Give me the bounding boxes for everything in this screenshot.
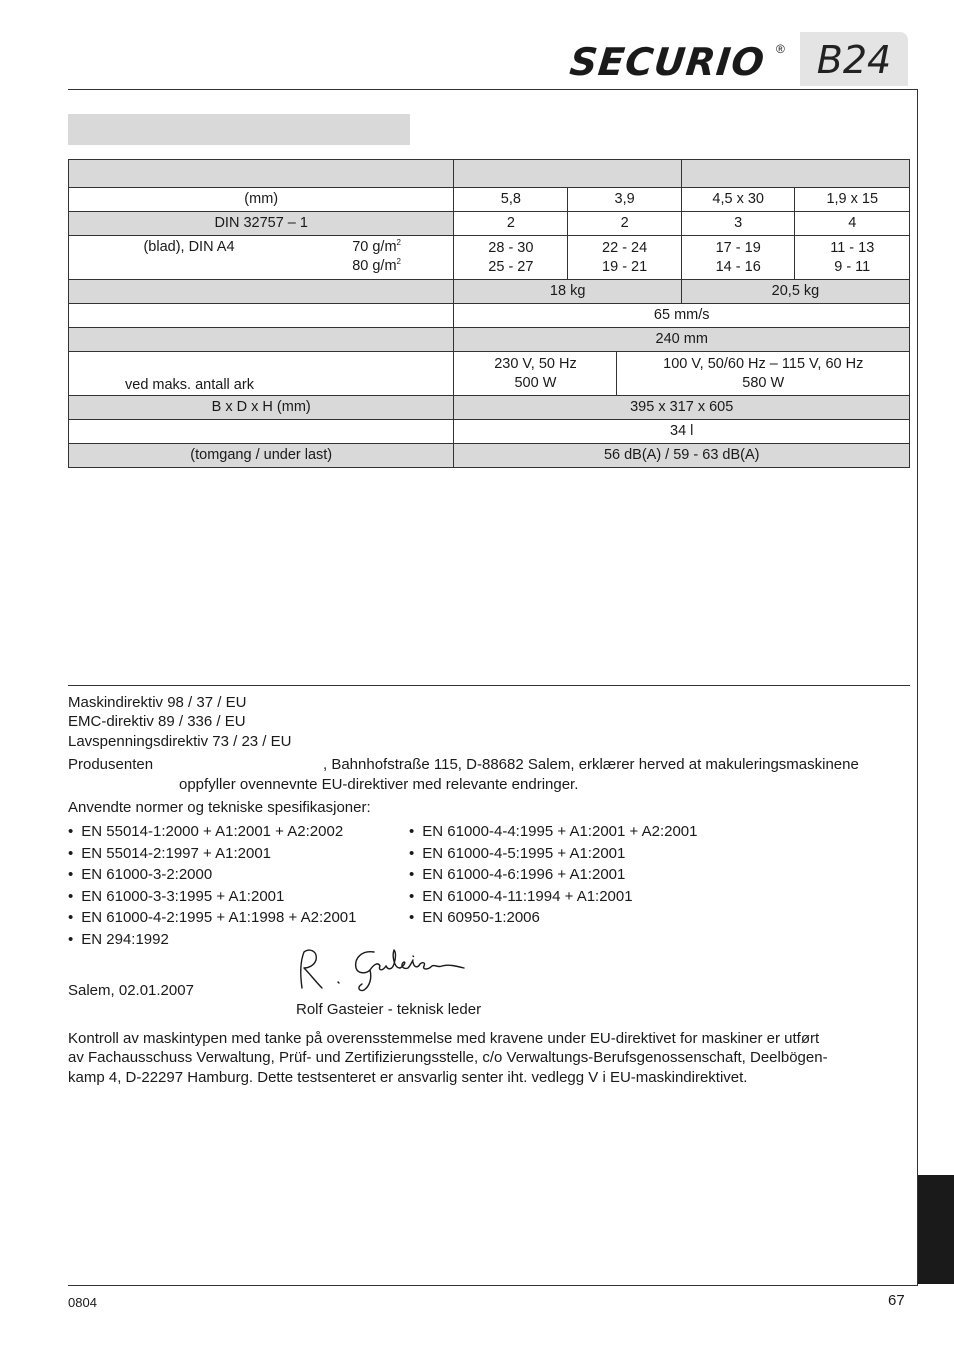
table-row xyxy=(69,236,910,280)
table-row xyxy=(69,328,910,352)
table-label: (mm) xyxy=(69,188,454,212)
table-row xyxy=(69,304,910,328)
table-label: ved maks. antall ark xyxy=(69,352,454,396)
table-cell: 18 kg xyxy=(454,280,681,304)
table-cell: 4 xyxy=(795,212,910,236)
standard-item: • EN 61000-4-11:1994 + A1:2001 xyxy=(409,887,633,906)
directive-item: Lavspenningsdirektiv 73 / 23 / EU xyxy=(68,733,292,750)
table-row xyxy=(69,160,910,188)
page-number: 67 xyxy=(888,1292,905,1309)
producer-text-cont: oppfyller ovennevnte EU-direktiver med relevante endringer. xyxy=(179,776,579,793)
table-cell: 395 x 317 x 605 xyxy=(454,396,910,420)
table-row xyxy=(69,396,910,420)
table-cell: 1,9 x 15 xyxy=(795,188,910,212)
table-cell: 34 l xyxy=(454,420,910,444)
standard-item: • EN 60950-1:2006 xyxy=(409,908,540,927)
control-text-line: Kontroll av maskintypen med tanke på overensstemmelse med kravene under EU-direktivet for maskiner er utført xyxy=(68,1030,820,1047)
standard-item: • EN 55014-2:1997 + A1:2001 xyxy=(68,844,271,863)
footer-code: 0804 xyxy=(68,1295,97,1310)
section-heading-bar xyxy=(68,114,410,145)
language-tab xyxy=(918,1175,954,1284)
brand-logo: SECURIO xyxy=(567,40,768,84)
directive-item: EMC-direktiv 89 / 336 / EU xyxy=(68,713,246,730)
table-cell: 11 - 13 9 - 11 xyxy=(795,236,910,280)
standard-item: • EN 61000-4-2:1995 + A1:1998 + A2:2001 xyxy=(68,908,357,927)
table-cell: 100 V, 50/60 Hz – 115 V, 60 Hz 580 W xyxy=(617,352,910,396)
table-cell xyxy=(454,160,681,188)
table-label xyxy=(69,236,454,280)
table-cell: 2 xyxy=(454,212,568,236)
model-name: B24 xyxy=(816,38,892,82)
registered-mark: ® xyxy=(776,42,785,56)
standard-item: • EN 61000-4-6:1996 + A1:2001 xyxy=(409,865,625,884)
table-row xyxy=(69,212,910,236)
table-cell: 2 xyxy=(568,212,682,236)
table-cell: 240 mm xyxy=(454,328,910,352)
standard-item: • EN 61000-4-5:1995 + A1:2001 xyxy=(409,844,625,863)
directive-item: Maskindirektiv 98 / 37 / EU xyxy=(68,694,247,711)
standards-heading: Anvendte normer og tekniske spesifikasjoner: xyxy=(68,799,371,816)
producer-text: , Bahnhofstraße 115, D-88682 Salem, erklærer herved at makuleringsmaskinene xyxy=(323,756,859,773)
producer-label: Produsenten xyxy=(68,756,154,773)
table-cell: 56 dB(A) / 59 - 63 dB(A) xyxy=(454,444,910,468)
standard-item: • EN 61000-4-4:1995 + A1:2001 + A2:2001 xyxy=(409,822,698,841)
paper-weight-70: 70 $g/m^2$ xyxy=(352,238,401,255)
table-cell: 17 - 19 14 - 16 xyxy=(681,236,795,280)
table-label xyxy=(69,328,454,352)
table-label: DIN 32757 – 1 xyxy=(69,212,454,236)
page-margin-rule xyxy=(917,89,918,1286)
table-cell: 28 - 30 25 - 27 xyxy=(454,236,568,280)
table-row xyxy=(69,444,910,468)
table-row xyxy=(69,420,910,444)
standard-item: • EN 294:1992 xyxy=(68,930,169,949)
table-label xyxy=(69,304,454,328)
table-label xyxy=(69,280,454,304)
table-cell: 3 xyxy=(681,212,795,236)
signature-image xyxy=(292,944,468,994)
header-rule xyxy=(68,89,918,90)
control-text-line: av Fachausschuss Verwaltung, Prüf- und Zertifizierungsstelle, c/o Verwaltungs-Berufsgenossenschaft, Deelbögen- xyxy=(68,1049,828,1066)
table-cell xyxy=(69,160,454,188)
table-row xyxy=(69,280,910,304)
table-cell: 4,5 x 30 xyxy=(681,188,795,212)
table-cell: 5,8 xyxy=(454,188,568,212)
spec-table xyxy=(68,159,910,468)
table-cell: 20,5 kg xyxy=(681,280,909,304)
paper-weight-80: 80 $g/m^2$ xyxy=(352,257,401,274)
table-cell: 22 - 24 19 - 21 xyxy=(568,236,682,280)
paper-capacity-label: (blad), DIN A4 xyxy=(143,239,235,255)
footer-rule xyxy=(68,1285,918,1286)
place-date: Salem, 02.01.2007 xyxy=(68,982,194,999)
table-label: (tomgang / under last) xyxy=(69,444,454,468)
table-row xyxy=(69,188,910,212)
section-rule xyxy=(68,685,910,686)
table-cell xyxy=(681,160,909,188)
standard-item: • EN 61000-3-3:1995 + A1:2001 xyxy=(68,887,284,906)
standard-item: • EN 61000-3-2:2000 xyxy=(68,865,212,884)
control-text-line: kamp 4, D-22297 Hamburg. Dette testsenteret er ansvarlig senter iht. vedlegg V i EU-maskindirektivet. xyxy=(68,1069,748,1086)
table-cell: 65 mm/s xyxy=(454,304,910,328)
table-cell: 230 V, 50 Hz 500 W xyxy=(454,352,617,396)
table-label xyxy=(69,420,454,444)
standard-item: • EN 55014-1:2000 + A1:2001 + A2:2002 xyxy=(68,822,343,841)
signer-name: Rolf Gasteier - teknisk leder xyxy=(296,1001,482,1018)
table-row xyxy=(69,352,910,396)
table-label: B x D x H (mm) xyxy=(69,396,454,420)
table-cell: 3,9 xyxy=(568,188,682,212)
